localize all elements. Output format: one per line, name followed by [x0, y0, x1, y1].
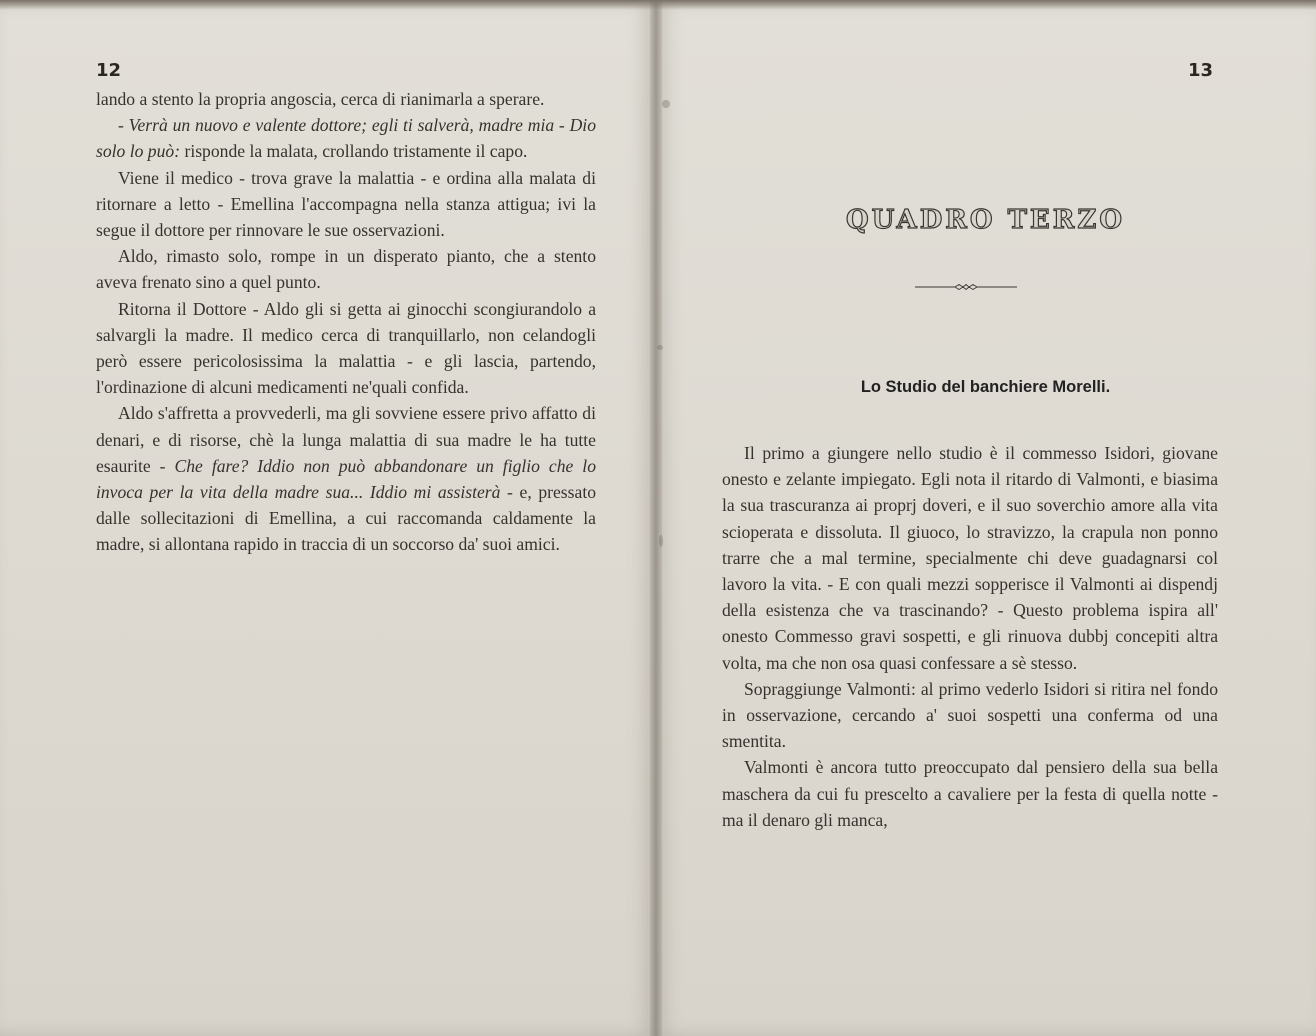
paragraph: Viene il medico - trova grave la malattia - e ordina alla malata di ritornare a letto - Emellina l'accompagna nella stanza attigua; ivi la segue il dottore per rinnovare le sue osservazioni.: [96, 167, 596, 241]
page-number-left: 12: [96, 60, 122, 81]
section-title: Lo Studio del banchiere Morelli.: [860, 378, 1111, 396]
paragraph: lando a stento la propria angoscia, cerca di rianimarla a sperare.: [96, 89, 545, 109]
right-page-text: [722, 440, 1218, 833]
paragraph: Sopraggiunge Valmonti: al primo vederlo Isidori si ritira nel fondo in osservazione, cercando a' suoi sospetti una conferma od una smentita.: [722, 678, 1218, 752]
paragraph: Ritorna il Dottore - Aldo gli si getta ai ginocchi scongiurandolo a salvargli la madre. Il medico cerca di tranquillarlo, non celandogli però essere pericolosissima la malattia - e gli lascia, partendo, l'ordinazione di alcuni medicamenti ne'quali confida.: [96, 298, 596, 398]
left-page-text: [96, 86, 596, 558]
paragraph: Valmonti è ancora tutto preoccupato dal pensiero della sua bella maschera da cui fu prescelto a cavaliere per la festa di quella notte - ma il denaro gli manca,: [722, 757, 1218, 830]
paragraph: Il primo a giungere nello studio è il commesso Isidori, giovane onesto e zelante impiegato. Egli nota il ritardo di Valmonti, e biasima la sua trascuranza ai proprj doveri, e il suo soverchio amore alla vita scioperata e dissoluta. Il giuoco, lo stravizzo, la crapula non ponno trarre che a mal termine, specialmente chi deve guadagnarsi col lavoro la vita. - E con quali mezzi sopperisce il Valmonti ai dispendj della esistenza che va trascinando? - Questo problema ispira all' onesto Commesso gravi sospetti, e gli rinuova dubbj concepiti altra volta, ma che non osa quasi confessare a sè stesso.: [722, 443, 1218, 673]
book-gutter: [650, 0, 662, 1036]
ornament-divider: [915, 284, 1017, 290]
paragraph: Aldo, rimasto solo, rompe in un disperato pianto, che a stento aveva frenato sino a quel punto.: [96, 246, 596, 293]
chapter-title: QUADRO TERZO: [846, 205, 1125, 235]
paragraph: Aldo s'affretta a provvederli, ma gli sovviene essere privo affatto di denari, e di risorse, chè la lunga malattia di sua madre le ha tutte esaurite - Che fare? Iddio non può abbandonare un figlio che lo invoca per la vita della madre sua... Iddio mi assisterà - e, pressato dalle sollecitazioni di Emellina, a cui raccomanda caldamente la madre, si allontana rapido in traccia di un soccorso da' suoi amici.: [96, 403, 596, 555]
paper-spot: [657, 345, 663, 350]
paragraph: - Verrà un nuovo e valente dottore; egli ti salverà, madre mia - Dio solo lo può: risponde la malata, crollando tristamente il capo.: [96, 115, 596, 162]
page-top-edge: [0, 0, 1316, 10]
paper-spot: [662, 100, 670, 108]
paper-spot: [659, 535, 663, 547]
page-number-right: 13: [1188, 60, 1214, 81]
